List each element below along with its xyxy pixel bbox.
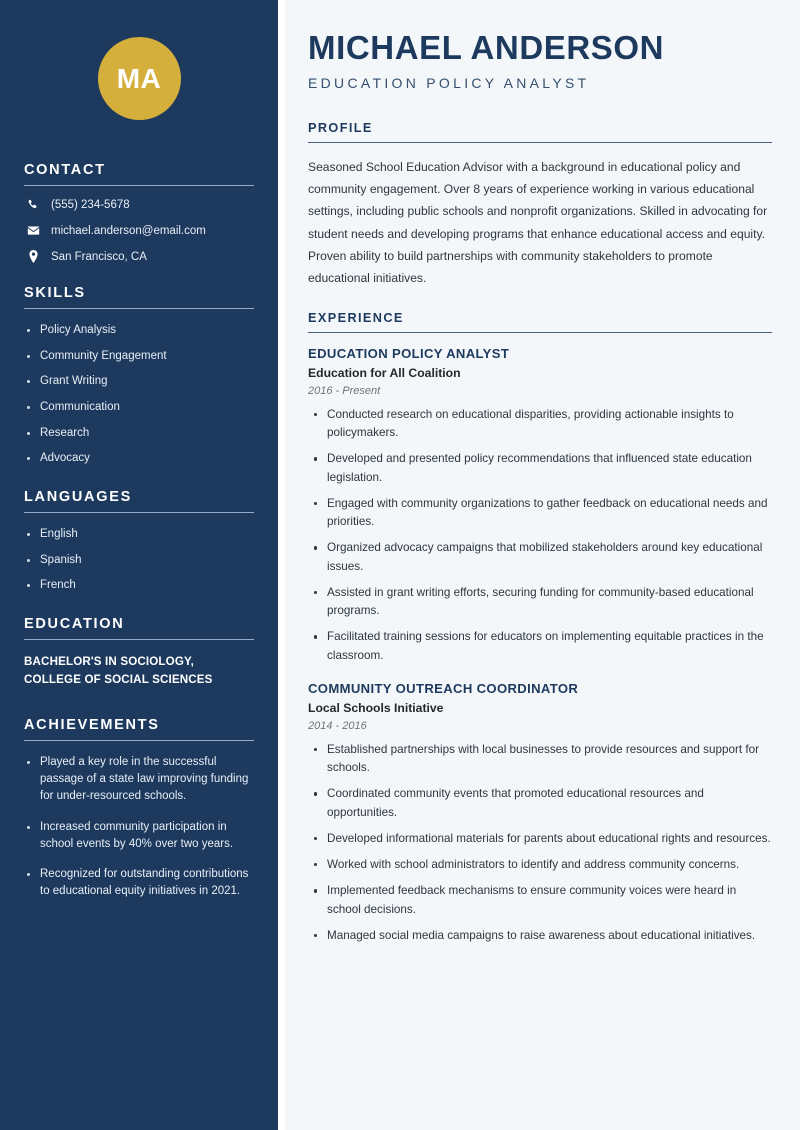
- experience-bullet-list: [308, 406, 772, 665]
- achievements-list: [24, 754, 254, 901]
- experience-job-title: EDUCATION POLICY ANALYST: [308, 345, 510, 361]
- contact-location-value: San Francisco, CA: [51, 250, 147, 263]
- achievements-section: [24, 717, 254, 901]
- list-item: Managed social media campaigns to raise awareness about educational initiatives.: [308, 927, 772, 945]
- contact-heading: CONTACT: [24, 162, 106, 178]
- experience-dates: 2016 - Present: [308, 384, 381, 397]
- skills-divider: [24, 308, 254, 309]
- map-pin-icon: [24, 250, 42, 263]
- experience-divider: [308, 332, 772, 333]
- profile-divider: [308, 142, 772, 143]
- contact-divider: [24, 185, 254, 186]
- list-item: Developed informational materials for parents about educational rights and resources.: [308, 830, 772, 848]
- experience-company: Education for All Coalition: [308, 365, 461, 380]
- list-item: English: [24, 526, 254, 543]
- experience-bullet-list: [308, 741, 772, 945]
- experience-company: Local Schools Initiative: [308, 700, 444, 715]
- skills-list: [24, 322, 254, 467]
- list-item: Increased community participation in school events by 40% over two years.: [24, 819, 254, 854]
- contact-section: [24, 162, 254, 263]
- list-item: Advocacy: [24, 450, 254, 467]
- experience-heading: EXPERIENCE: [308, 310, 404, 325]
- list-item: Engaged with community organizations to gather feedback on educational needs and priorities.: [308, 495, 772, 532]
- languages-list: [24, 526, 254, 594]
- page-title: MICHAEL ANDERSON: [308, 29, 665, 66]
- list-item: Facilitated training sessions for educators on implementing equitable practices in the classroom.: [308, 628, 772, 665]
- contact-item-phone[interactable]: [24, 199, 254, 211]
- list-item: Organized advocacy campaigns that mobilized stakeholders around key educational issues.: [308, 539, 772, 576]
- list-item: Worked with school administrators to identify and address community concerns.: [308, 856, 772, 874]
- job-role-subtitle: EDUCATION POLICY ANALYST: [308, 74, 590, 91]
- contact-item-email[interactable]: [24, 224, 254, 237]
- list-item: Developed and presented policy recommendations that influenced state education legislation.: [308, 450, 772, 487]
- list-item: Research: [24, 425, 254, 442]
- phone-icon: [24, 199, 42, 211]
- contact-phone-value: (555) 234-5678: [51, 199, 130, 211]
- list-item: Policy Analysis: [24, 322, 254, 339]
- contact-item-location[interactable]: [24, 250, 254, 263]
- education-entry: BACHELOR'S IN SOCIOLOGY, COLLEGE OF SOCIAL SCIENCES: [24, 655, 213, 687]
- sidebar: [0, 0, 278, 1130]
- list-item: Played a key role in the successful passage of a state law improving funding for under-resourced schools.: [24, 754, 254, 806]
- avatar: MA: [98, 37, 181, 120]
- panel-divider-strip: [278, 0, 285, 1130]
- list-item: Coordinated community events that promoted educational resources and opportunities.: [308, 785, 772, 822]
- list-item: Spanish: [24, 552, 254, 569]
- list-item: Implemented feedback mechanisms to ensure community voices were heard in school decisions.: [308, 882, 772, 919]
- profile-section: [308, 121, 772, 290]
- list-item: Assisted in grant writing efforts, securing funding for community-based educational programs.: [308, 584, 772, 621]
- languages-heading: LANGUAGES: [24, 489, 132, 506]
- education-heading: EDUCATION: [24, 616, 125, 633]
- education-divider: [24, 639, 254, 640]
- list-item: Community Engagement: [24, 348, 254, 365]
- education-section: [24, 616, 254, 689]
- experience-entry: [308, 681, 772, 945]
- list-item: Established partnerships with local businesses to provide resources and support for schools.: [308, 741, 772, 778]
- avatar-container: [24, 0, 254, 162]
- list-item: Communication: [24, 399, 254, 416]
- languages-divider: [24, 512, 254, 513]
- list-item: Grant Writing: [24, 373, 254, 390]
- experience-section: [308, 311, 772, 945]
- languages-section: [24, 489, 254, 594]
- experience-job-title: COMMUNITY OUTREACH COORDINATOR: [308, 680, 579, 696]
- experience-dates: 2014 - 2016: [308, 719, 367, 732]
- list-item: Conducted research on educational disparities, providing actionable insights to policymakers.: [308, 406, 772, 443]
- main-content: [285, 0, 800, 1130]
- envelope-icon: [24, 224, 42, 237]
- achievements-heading: ACHIEVEMENTS: [24, 716, 160, 733]
- list-item: French: [24, 577, 254, 594]
- contact-list: [24, 199, 254, 263]
- profile-heading: PROFILE: [308, 120, 373, 135]
- experience-entry: [308, 346, 772, 665]
- achievements-divider: [24, 740, 254, 741]
- contact-email-value: michael.anderson@email.com: [51, 224, 206, 237]
- skills-section: [24, 285, 254, 467]
- skills-heading: SKILLS: [24, 285, 86, 301]
- list-item: Recognized for outstanding contributions to educational equity initiatives in 2021.: [24, 866, 254, 901]
- profile-text: Seasoned School Education Advisor with a background in educational policy and community engagement. Over 8 years of experience working in various educational settings, including public schools and nonprofit organizations. Skilled in advocating for student needs and developing programs that enhance educational access and equity. Proven ability to build partnerships with community stakeholders to promote educational initiatives.: [308, 159, 768, 286]
